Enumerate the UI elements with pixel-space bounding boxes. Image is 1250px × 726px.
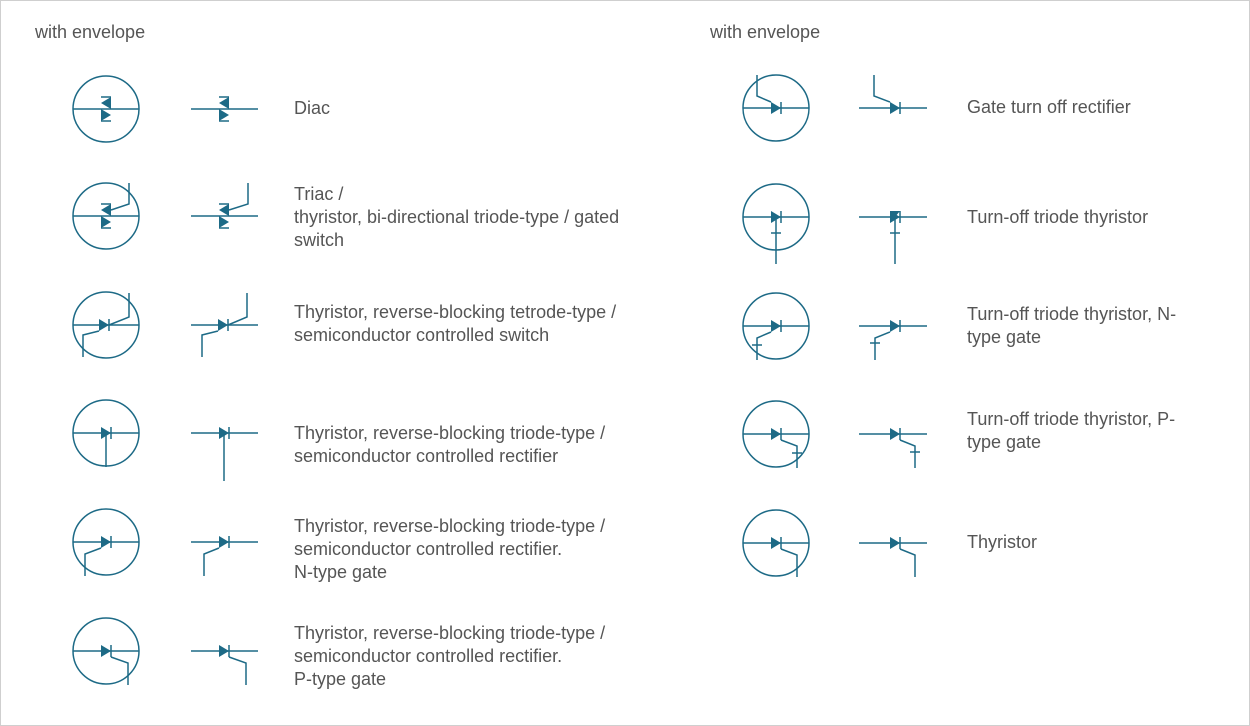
label-thyristor: Thyristor	[967, 532, 1038, 552]
label-diac: Diac	[294, 98, 331, 118]
label-turn-off-triode-thyristor-p: Turn-off triode thyristor, P- type gate	[967, 409, 1176, 452]
triac-symbol	[191, 183, 258, 228]
turn-off-triode-thyristor-n-symbol-enveloped	[743, 293, 809, 360]
thyristor-symbol-enveloped	[743, 510, 809, 577]
column-heading-left: with envelope	[35, 22, 146, 42]
label-turn-off-triode-thyristor-n: Turn-off triode thyristor, N- type gate	[967, 304, 1177, 347]
thyristor-triode-symbol	[191, 427, 258, 481]
thyristor-triode-n-symbol-enveloped	[73, 509, 139, 576]
label-thyristor-tetrode: Thyristor, reverse-blocking tetrode-type / semiconductor controlled switch	[294, 302, 617, 345]
turn-off-triode-thyristor-n-symbol	[859, 320, 927, 360]
label-thyristor-triode-n: Thyristor, reverse-blocking triode-type / semiconductor controlled rectifier. N-type gate	[294, 516, 606, 582]
thyristor-tetrode-symbol-enveloped	[73, 292, 139, 358]
triac-symbol-enveloped	[73, 183, 139, 249]
label-turn-off-triode-thyristor: Turn-off triode thyristor	[967, 207, 1149, 227]
turn-off-triode-thyristor-symbol	[859, 211, 927, 264]
diac-symbol	[191, 97, 258, 121]
label-thyristor-triode: Thyristor, reverse-blocking triode-type / semiconductor controlled rectifier	[294, 423, 606, 466]
thyristor-triode-symbol-enveloped	[73, 400, 139, 467]
thyristor-triode-p-symbol-enveloped	[73, 618, 139, 685]
turn-off-triode-thyristor-p-symbol-enveloped	[743, 401, 809, 468]
gate-turn-off-rectifier-symbol	[859, 75, 927, 114]
thyristor-symbol	[859, 537, 927, 577]
thyristor-triode-p-symbol	[191, 645, 258, 685]
turn-off-triode-thyristor-symbol-enveloped	[743, 184, 809, 264]
thyristor-triode-n-symbol	[191, 536, 258, 576]
gate-turn-off-rectifier-symbol-enveloped	[743, 75, 809, 141]
label-thyristor-triode-p: Thyristor, reverse-blocking triode-type / semiconductor controlled rectifier. P-type gate	[294, 623, 606, 689]
turn-off-triode-thyristor-p-symbol	[859, 428, 927, 468]
diac-symbol-enveloped	[73, 76, 139, 142]
thyristor-tetrode-symbol	[191, 293, 258, 357]
label-gate-turn-off-rectifier: Gate turn off rectifier	[967, 97, 1131, 117]
label-triac: Triac / thyristor, bi-directional triode-type / gated switch	[294, 184, 620, 250]
symbols-layer	[1, 1, 1249, 725]
column-heading-right: with envelope	[710, 22, 821, 42]
